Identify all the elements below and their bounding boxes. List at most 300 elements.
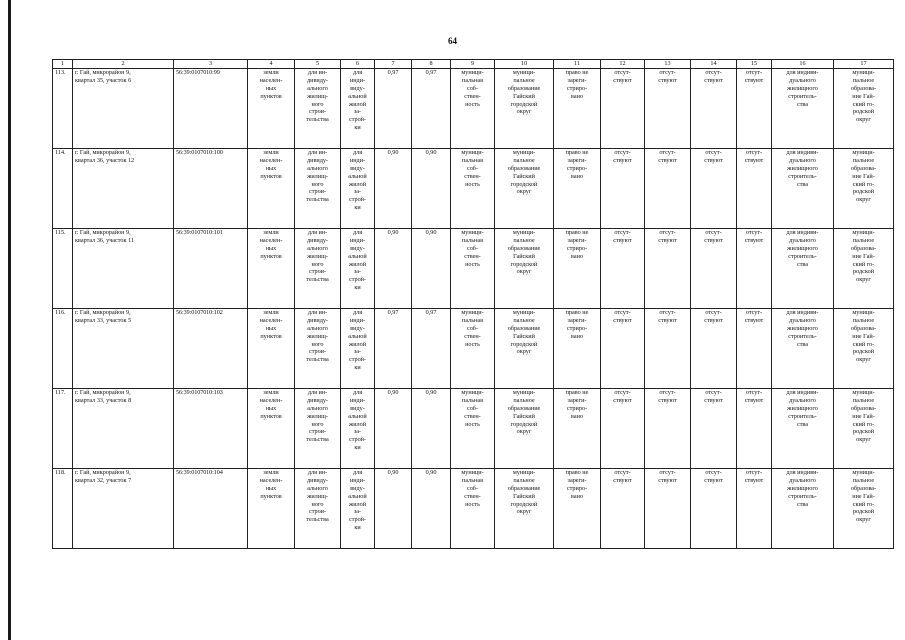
cell-line: муници- <box>461 389 484 396</box>
cell-line: образова- <box>850 244 877 252</box>
cell-line: жилищ- <box>307 492 328 500</box>
encumbrance-cell <box>737 309 772 389</box>
cell-line: альной <box>348 92 367 100</box>
encumbrance-cell <box>645 229 691 309</box>
cell-line: ального <box>307 324 328 332</box>
cell-line: стриро- <box>566 84 588 92</box>
permitted-use-short-cell <box>341 309 375 389</box>
cell-line: земли <box>263 229 279 236</box>
land-category-cell <box>248 69 295 149</box>
cell-line: зареги- <box>567 396 587 404</box>
cell-line: ствен- <box>464 172 481 180</box>
cell-line: городской <box>510 260 538 268</box>
encumbrance-cell <box>737 149 772 229</box>
cell-line: Гайский <box>513 332 535 340</box>
cell-line: строитель- <box>788 172 817 180</box>
owner-cell <box>495 389 554 469</box>
cell-line: населен- <box>259 236 283 244</box>
cell-line: отсут- <box>745 309 763 316</box>
cell-line: ствен- <box>464 332 481 340</box>
cell-line: за- <box>353 508 362 516</box>
cell-line: пальное <box>852 156 875 164</box>
cell-line: жилищного <box>787 84 818 92</box>
cell-line: ки <box>354 124 361 132</box>
cell-line: ства <box>796 260 809 268</box>
cell-line: ального <box>307 164 328 172</box>
scan-binding-line <box>8 0 11 640</box>
cell-line: пальное <box>852 316 875 324</box>
cell-line: тельства <box>306 436 329 444</box>
holder-cell <box>834 309 894 389</box>
cell-line: отсут- <box>705 309 722 316</box>
cell-line: пунктов <box>260 92 282 100</box>
cell-line: ных <box>265 164 277 172</box>
cell-line: муници- <box>512 309 536 316</box>
cell-line: строй- <box>348 116 367 124</box>
table-row <box>53 389 894 469</box>
permitted-use-short-cell <box>341 229 375 309</box>
permitted-use-cell <box>295 229 341 309</box>
cell-line: ствуют <box>704 316 723 324</box>
cell-line: муници- <box>461 469 484 476</box>
cell-line: образование <box>507 244 541 252</box>
cadastral-number-cell: 56:39:0107010:102 <box>174 309 248 389</box>
cell-line: населен- <box>259 156 283 164</box>
column-number: 16 <box>772 60 834 69</box>
cell-line: пальная <box>462 396 483 404</box>
cell-line: для ин- <box>307 389 328 396</box>
cell-line: для <box>352 69 363 76</box>
cell-line: ние Гай- <box>852 412 875 420</box>
encumbrance-cell <box>601 69 645 149</box>
cell-line: ность <box>465 340 480 348</box>
cell-line: инди- <box>349 236 366 244</box>
cell-line: пунктов <box>260 492 282 500</box>
cell-line: ствуют <box>613 476 632 484</box>
cell-line: г. Гай, микрорайон 9, <box>75 389 131 396</box>
cell-line: отсут- <box>659 389 676 396</box>
cell-line: дуального <box>789 156 816 164</box>
cell-line: строи- <box>308 348 327 356</box>
cell-line: ствуют <box>744 76 764 84</box>
cell-line: родской <box>853 428 874 436</box>
cell-line: зареги- <box>567 476 587 484</box>
cell-line: ский го- <box>852 180 875 188</box>
cell-line: образование <box>507 84 541 92</box>
page-number: 64 <box>448 36 457 46</box>
cell-line: виду- <box>350 404 365 412</box>
column-number: 17 <box>834 60 894 69</box>
cell-line: округ <box>856 516 871 524</box>
cell-line: ность <box>465 260 480 268</box>
land-category-cell <box>248 469 295 549</box>
cell-line: ного <box>311 100 324 108</box>
cell-line: дивиду- <box>307 156 328 164</box>
cell-line: инди- <box>349 76 366 84</box>
cell-line: строй- <box>348 516 367 524</box>
encumbrance-cell <box>601 229 645 309</box>
cell-line: для <box>352 469 363 476</box>
cell-line: пальная <box>462 476 483 484</box>
cell-line: ства <box>796 180 809 188</box>
cell-line: ального <box>307 84 328 92</box>
cell-line: муници- <box>512 469 536 476</box>
cell-line: соб- <box>466 84 479 92</box>
cell-line: муници- <box>852 389 875 396</box>
cell-line: для индиви- <box>786 309 819 316</box>
cell-line: г. Гай, микрорайон 9, <box>75 309 131 316</box>
holder-cell <box>834 389 894 469</box>
cell-line: за- <box>353 348 362 356</box>
column-number: 7 <box>375 60 412 69</box>
cell-line: ального <box>307 484 328 492</box>
cell-line: городской <box>510 180 538 188</box>
row-number-cell: 115. <box>53 229 73 309</box>
cell-line: муници- <box>512 229 536 236</box>
row-number-cell: 117. <box>53 389 73 469</box>
purpose-cell <box>772 389 834 469</box>
ownership-form-cell <box>451 389 495 469</box>
cell-line: округ <box>516 108 532 116</box>
cell-line: ных <box>265 84 277 92</box>
cell-line: для индиви- <box>786 149 819 156</box>
cell-line: строитель- <box>788 492 817 500</box>
cell-line: ствуют <box>704 76 723 84</box>
cell-line: отсут- <box>659 69 676 76</box>
cell-line: Гайский <box>513 492 535 500</box>
cell-line: вано <box>571 92 583 100</box>
cell-line: дуального <box>789 236 816 244</box>
area-cell: 0,90 <box>412 389 451 469</box>
cell-line: инди- <box>349 476 366 484</box>
column-number: 8 <box>412 60 451 69</box>
cell-line: альной <box>348 172 367 180</box>
purpose-cell <box>772 149 834 229</box>
column-number: 5 <box>295 60 341 69</box>
cell-line: ствуют <box>744 236 764 244</box>
row-number-cell: 116. <box>53 309 73 389</box>
cell-line: ский го- <box>852 340 875 348</box>
cell-line: образова- <box>850 404 877 412</box>
area-cell: 0,90 <box>375 469 412 549</box>
cell-line: округ <box>856 196 871 204</box>
cell-line: ного <box>311 260 324 268</box>
right-registration-cell <box>554 69 601 149</box>
right-registration-cell <box>554 149 601 229</box>
permitted-use-cell <box>295 69 341 149</box>
cell-line: стриро- <box>566 164 588 172</box>
cell-line: ность <box>465 180 480 188</box>
cell-line: отсут- <box>705 389 722 396</box>
cell-line: виду- <box>350 324 365 332</box>
cell-line: городской <box>510 420 538 428</box>
cell-line: муници- <box>852 469 875 476</box>
cadastral-number-cell: 56:39:0107010:104 <box>174 469 248 549</box>
cell-line: округ <box>516 508 532 516</box>
encumbrance-cell <box>601 149 645 229</box>
cell-line: тельства <box>306 196 329 204</box>
area-cell: 0,97 <box>412 69 451 149</box>
cell-line: ствуют <box>658 396 677 404</box>
cell-line: населен- <box>259 476 283 484</box>
cell-line: ние Гай- <box>852 252 875 260</box>
cell-line: отсут- <box>745 389 763 396</box>
land-category-cell <box>248 309 295 389</box>
cell-line: ствуют <box>658 76 677 84</box>
table-row <box>53 229 894 309</box>
cell-line: зареги- <box>567 316 587 324</box>
cell-line: строй- <box>348 436 367 444</box>
cell-line: зареги- <box>567 156 587 164</box>
column-number: 10 <box>495 60 554 69</box>
permitted-use-short-cell <box>341 69 375 149</box>
cell-line: жилищного <box>787 244 818 252</box>
cell-line: г. Гай, микрорайон 9, <box>75 229 131 236</box>
cell-line: населен- <box>259 396 283 404</box>
cell-line: пальное <box>513 476 535 484</box>
cell-line: жилищного <box>787 164 818 172</box>
cell-line: городской <box>510 100 538 108</box>
cell-line: соб- <box>466 164 479 172</box>
cell-line: ки <box>354 204 361 212</box>
cell-line: дивиду- <box>307 396 328 404</box>
permitted-use-short-cell <box>341 469 375 549</box>
column-number: 1 <box>53 60 73 69</box>
cell-line: Гайский <box>513 92 535 100</box>
land-category-cell <box>248 389 295 469</box>
area-cell: 0,90 <box>412 149 451 229</box>
cell-line: ский го- <box>852 500 875 508</box>
cell-line: пальная <box>462 316 483 324</box>
cell-line: соб- <box>466 244 479 252</box>
cell-line: ствуют <box>658 236 677 244</box>
cell-line: виду- <box>350 84 365 92</box>
cell-line: стриро- <box>566 324 588 332</box>
cell-line: отсут- <box>614 149 631 156</box>
cell-line: пальное <box>852 236 875 244</box>
cell-line: отсут- <box>745 469 763 476</box>
cell-line: ствуют <box>744 396 764 404</box>
cell-line: пунктов <box>260 332 282 340</box>
row-number-cell: 114. <box>53 149 73 229</box>
cell-line: квартал 35, участок 6 <box>75 76 132 84</box>
cell-line: ствуют <box>613 236 632 244</box>
column-number: 12 <box>601 60 645 69</box>
cell-line: дуального <box>789 476 816 484</box>
cell-line: виду- <box>350 244 365 252</box>
encumbrance-cell <box>645 309 691 389</box>
cell-line: жилищ- <box>307 252 328 260</box>
cell-line: ность <box>465 100 480 108</box>
cell-line: дивиду- <box>307 76 328 84</box>
column-number: 9 <box>451 60 495 69</box>
cell-line: жилой <box>348 180 367 188</box>
cell-line: пальное <box>852 76 875 84</box>
cell-line: дивиду- <box>307 236 328 244</box>
cell-line: земли <box>263 69 279 76</box>
cell-line: отсут- <box>614 69 631 76</box>
holder-cell <box>834 229 894 309</box>
cell-line: дивиду- <box>307 476 328 484</box>
encumbrance-cell <box>645 149 691 229</box>
cell-line: ние Гай- <box>852 332 875 340</box>
ownership-form-cell <box>451 309 495 389</box>
cell-line: дуального <box>789 76 816 84</box>
cell-line: ства <box>796 100 809 108</box>
cell-line: отсут- <box>659 309 676 316</box>
owner-cell <box>495 149 554 229</box>
cell-line: ствуют <box>744 156 764 164</box>
ownership-form-cell <box>451 149 495 229</box>
cell-line: строитель- <box>788 252 817 260</box>
cell-line: отсут- <box>659 229 676 236</box>
holder-cell <box>834 69 894 149</box>
permitted-use-cell <box>295 389 341 469</box>
cell-line: вано <box>571 492 583 500</box>
cell-line: квартал 33, участок 5 <box>75 316 132 324</box>
cell-line: ки <box>354 284 361 292</box>
cell-line: ного <box>311 340 324 348</box>
cell-line: ных <box>265 484 277 492</box>
table-row <box>53 69 894 149</box>
cell-line: отсут- <box>705 149 722 156</box>
encumbrance-cell <box>737 389 772 469</box>
cell-line: образование <box>507 324 541 332</box>
encumbrance-cell <box>737 469 772 549</box>
cell-line: строи- <box>308 188 327 196</box>
cell-line: за- <box>353 268 362 276</box>
address-cell <box>73 309 174 389</box>
cell-line: строитель- <box>788 332 817 340</box>
encumbrance-cell <box>691 69 737 149</box>
cell-line: ствуют <box>704 476 723 484</box>
cell-line: тельства <box>306 516 329 524</box>
cell-line: ствен- <box>464 252 481 260</box>
cell-line: пальная <box>462 236 483 244</box>
column-number: 4 <box>248 60 295 69</box>
cell-line: стриро- <box>566 404 588 412</box>
column-number: 11 <box>554 60 601 69</box>
cell-line: ствен- <box>464 492 481 500</box>
encumbrance-cell <box>601 389 645 469</box>
encumbrance-cell <box>691 469 737 549</box>
cell-line: пальная <box>462 76 483 84</box>
cell-line: ных <box>265 404 277 412</box>
cell-line: пальное <box>513 236 535 244</box>
cell-line: строи- <box>308 268 327 276</box>
cell-line: округ <box>516 348 532 356</box>
area-cell: 0,97 <box>375 309 412 389</box>
cell-line: для <box>352 149 363 156</box>
permitted-use-cell <box>295 309 341 389</box>
row-number-cell: 118. <box>53 469 73 549</box>
permitted-use-cell <box>295 469 341 549</box>
cell-line: г. Гай, микрорайон 9, <box>75 149 131 156</box>
cell-line: дуального <box>789 396 816 404</box>
cell-line: ки <box>354 364 361 372</box>
cell-line: жилищного <box>787 484 818 492</box>
cell-line: строй- <box>348 276 367 284</box>
cell-line: ние Гай- <box>852 92 875 100</box>
encumbrance-cell <box>645 389 691 469</box>
cell-line: ального <box>307 404 328 412</box>
cell-line: населен- <box>259 76 283 84</box>
row-number-cell: 113. <box>53 69 73 149</box>
area-cell: 0,97 <box>375 69 412 149</box>
cell-line: земли <box>263 309 279 316</box>
cell-line: г. Гай, микрорайон 9, <box>75 469 131 476</box>
cell-line: строитель- <box>788 92 817 100</box>
cell-line: муници- <box>852 69 875 76</box>
cell-line: ального <box>307 244 328 252</box>
cell-line: виду- <box>350 484 365 492</box>
cell-line: муници- <box>852 149 875 156</box>
cell-line: пальное <box>513 156 535 164</box>
cell-line: ствуют <box>744 316 764 324</box>
cell-line: пунктов <box>260 252 282 260</box>
cell-line: отсут- <box>614 469 631 476</box>
cell-line: для ин- <box>307 149 328 156</box>
right-registration-cell <box>554 469 601 549</box>
land-register-table <box>52 59 894 549</box>
cell-line: образова- <box>850 84 877 92</box>
cell-line: пальное <box>513 76 535 84</box>
cell-line: округ <box>516 268 532 276</box>
cell-line: отсут- <box>705 69 722 76</box>
cell-line: для индиви- <box>786 389 819 396</box>
cell-line: родской <box>853 188 874 196</box>
cell-line: ствуют <box>704 236 723 244</box>
cell-line: квартал 33, участок 8 <box>75 396 132 404</box>
cell-line: ский го- <box>852 260 875 268</box>
address-cell <box>73 69 174 149</box>
encumbrance-cell <box>691 309 737 389</box>
cell-line: образование <box>507 164 541 172</box>
cell-line: округ <box>856 116 871 124</box>
cell-line: пальная <box>462 156 483 164</box>
cell-line: родской <box>853 508 874 516</box>
column-number: 2 <box>73 60 174 69</box>
purpose-cell <box>772 309 834 389</box>
cell-line: для ин- <box>307 229 328 236</box>
cell-line: ствуют <box>613 156 632 164</box>
table-row <box>53 149 894 229</box>
cell-line: инди- <box>349 156 366 164</box>
cell-line: городской <box>510 500 538 508</box>
cell-line: жилищ- <box>307 172 328 180</box>
cell-line: тельства <box>306 356 329 364</box>
cell-line: отсут- <box>745 229 763 236</box>
cell-line: пунктов <box>260 172 282 180</box>
encumbrance-cell <box>601 309 645 389</box>
cell-line: альной <box>348 412 367 420</box>
cell-line: Гайский <box>513 252 535 260</box>
cell-line: жилой <box>348 500 367 508</box>
address-cell <box>73 389 174 469</box>
cell-line: отсут- <box>745 69 763 76</box>
cell-line: ние Гай- <box>852 172 875 180</box>
cell-line: пальное <box>513 316 535 324</box>
cell-line: жилой <box>348 100 367 108</box>
column-number: 15 <box>737 60 772 69</box>
cell-line: право не <box>565 389 589 396</box>
cell-line: альной <box>348 492 367 500</box>
column-number: 6 <box>341 60 375 69</box>
cell-line: альной <box>348 332 367 340</box>
cell-line: право не <box>565 69 589 76</box>
table-row <box>53 309 894 389</box>
cell-line: пальное <box>852 396 875 404</box>
